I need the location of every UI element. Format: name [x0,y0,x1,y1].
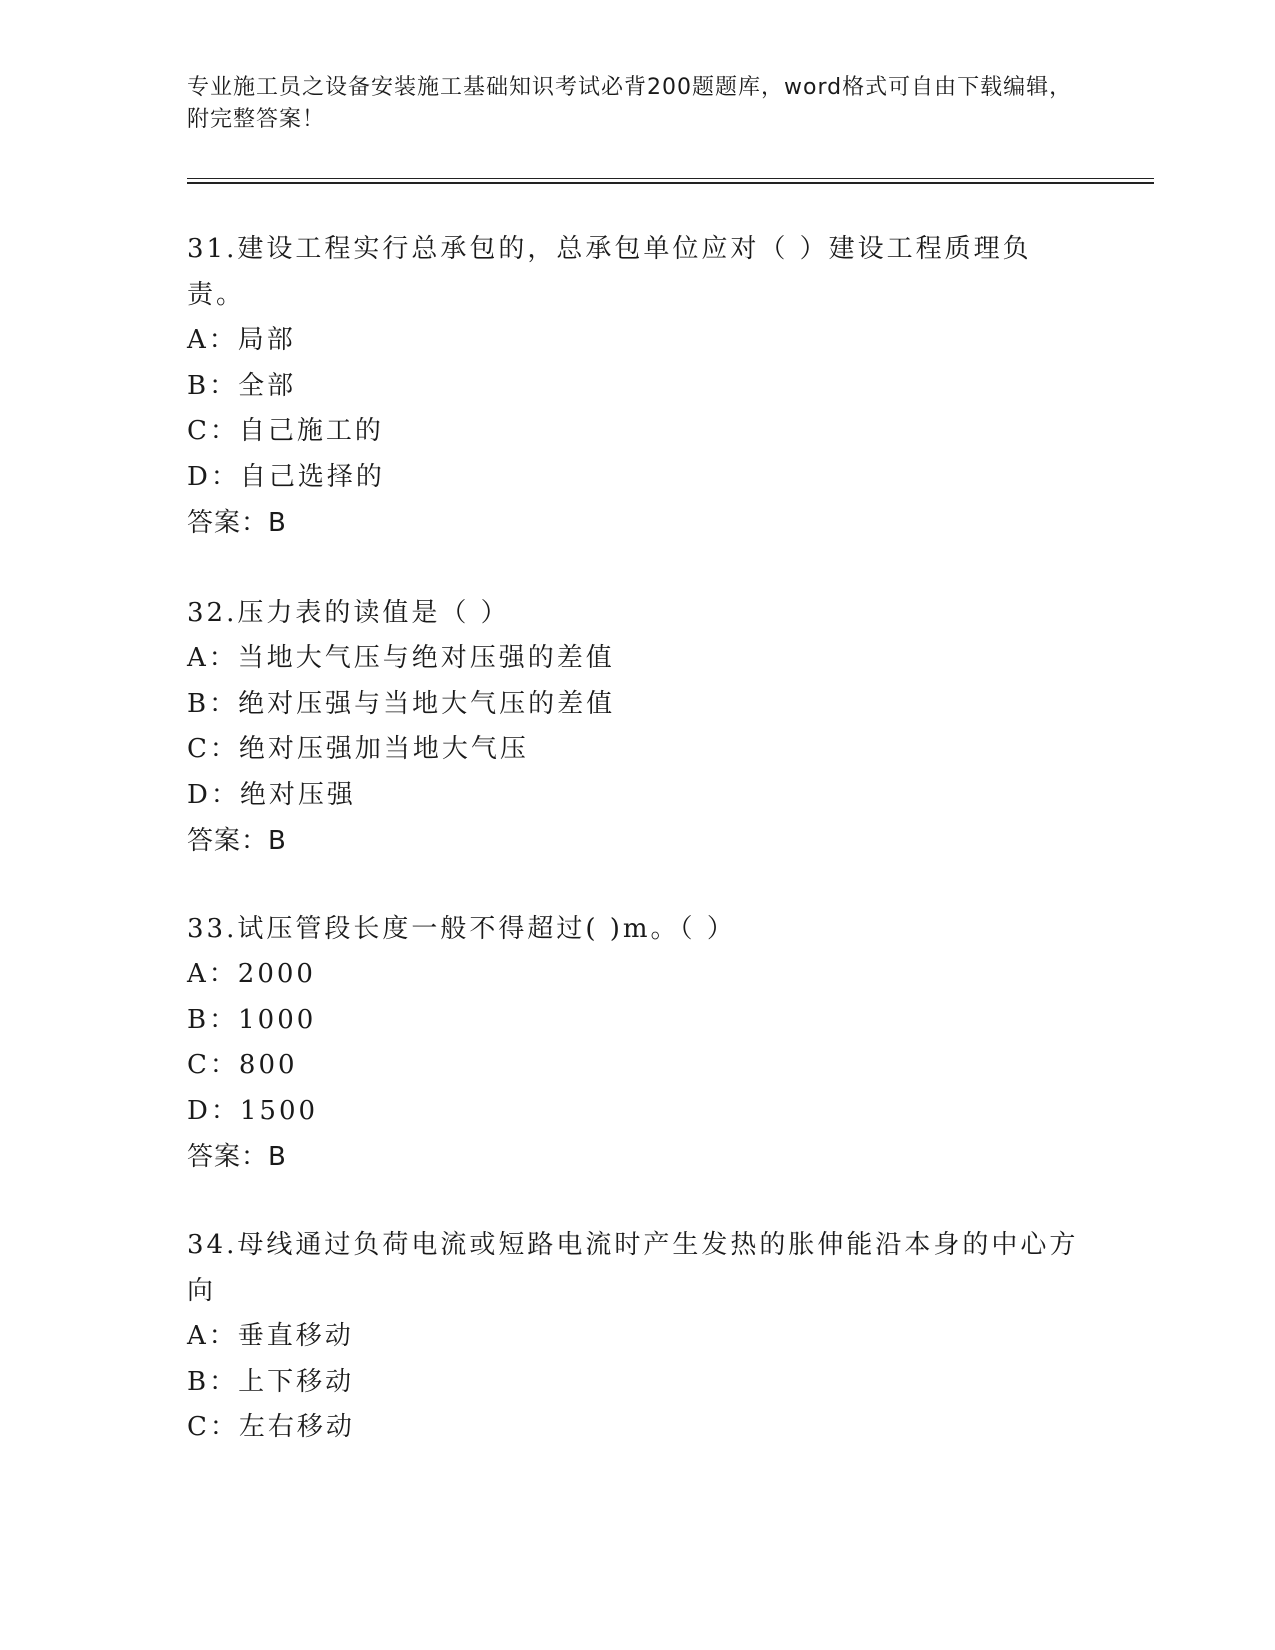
option-letter: C： [187,416,239,446]
option-a [187,318,1087,364]
option-b [187,682,1087,728]
option-c [187,1405,1087,1451]
document-header: 专业施工员之设备安装施工基础知识考试必背200题题库，word格式可自由下载编辑，附完整答案！ [187,75,1073,132]
option-text: 上下移动 [238,1366,355,1397]
option-letter: D： [187,779,240,810]
option-letter: B： [187,688,239,719]
option-text: 800 [238,1050,298,1080]
option-letter: A： [187,325,238,355]
option-text: 全部 [238,370,297,401]
question-block [187,906,1087,1180]
option-letter: A： [187,643,238,673]
option-letter: D： [187,461,240,492]
option-text: 绝对压强与当地大气压的差值 [238,688,616,719]
option-text: 自己选择的 [239,461,385,492]
option-letter: A： [187,959,238,989]
question-stem: 31.建设工程实行总承包的，总承包单位应对（ ）建设工程质理负责。 [187,234,1032,310]
option-d [187,773,1087,819]
question-block [187,226,1087,546]
option-letter: B： [187,1366,239,1397]
option-c [187,409,1087,455]
option-d [187,1089,1087,1135]
answer-label: 答案：B [187,826,287,856]
header-divider-thin [187,178,1154,179]
option-a [187,636,1087,682]
answer-label: 答案：B [187,508,287,538]
option-letter: D： [187,1095,240,1126]
option-letter: C： [187,734,239,764]
header-divider-thick [187,182,1154,184]
option-letter: C： [187,1050,239,1080]
answer-label: 答案：B [187,1142,287,1172]
option-text: 左右移动 [238,1412,355,1442]
option-letter: B： [187,1004,239,1035]
option-text: 1000 [238,1004,317,1035]
question-stem: 34.母线通过负荷电流或短路电流时产生发热的胀伸能沿本身的中心方向 [187,1230,1079,1306]
option-text: 1500 [239,1095,319,1126]
option-text: 局部 [237,325,296,355]
option-a [187,1314,1087,1360]
option-b [187,364,1087,410]
option-text: 2000 [237,959,316,989]
option-c [187,727,1087,773]
question-stem: 33.试压管段长度一般不得超过( )m。（ ） [187,914,736,944]
option-text: 绝对压强加当地大气压 [238,734,529,764]
option-text: 垂直移动 [237,1321,354,1351]
option-text: 绝对压强 [239,779,356,810]
option-d [187,455,1087,501]
option-a [187,952,1087,998]
option-c [187,1043,1087,1089]
option-letter: C： [187,1412,239,1442]
question-block [187,590,1087,864]
option-letter: A： [187,1321,238,1351]
question-stem: 32.压力表的读值是（ ） [187,598,510,628]
option-b [187,1360,1087,1406]
option-letter: B： [187,370,239,401]
option-text: 当地大气压与绝对压强的差值 [237,643,615,673]
option-text: 自己施工的 [238,416,384,446]
option-b [187,998,1087,1044]
question-block [187,1222,1087,1451]
